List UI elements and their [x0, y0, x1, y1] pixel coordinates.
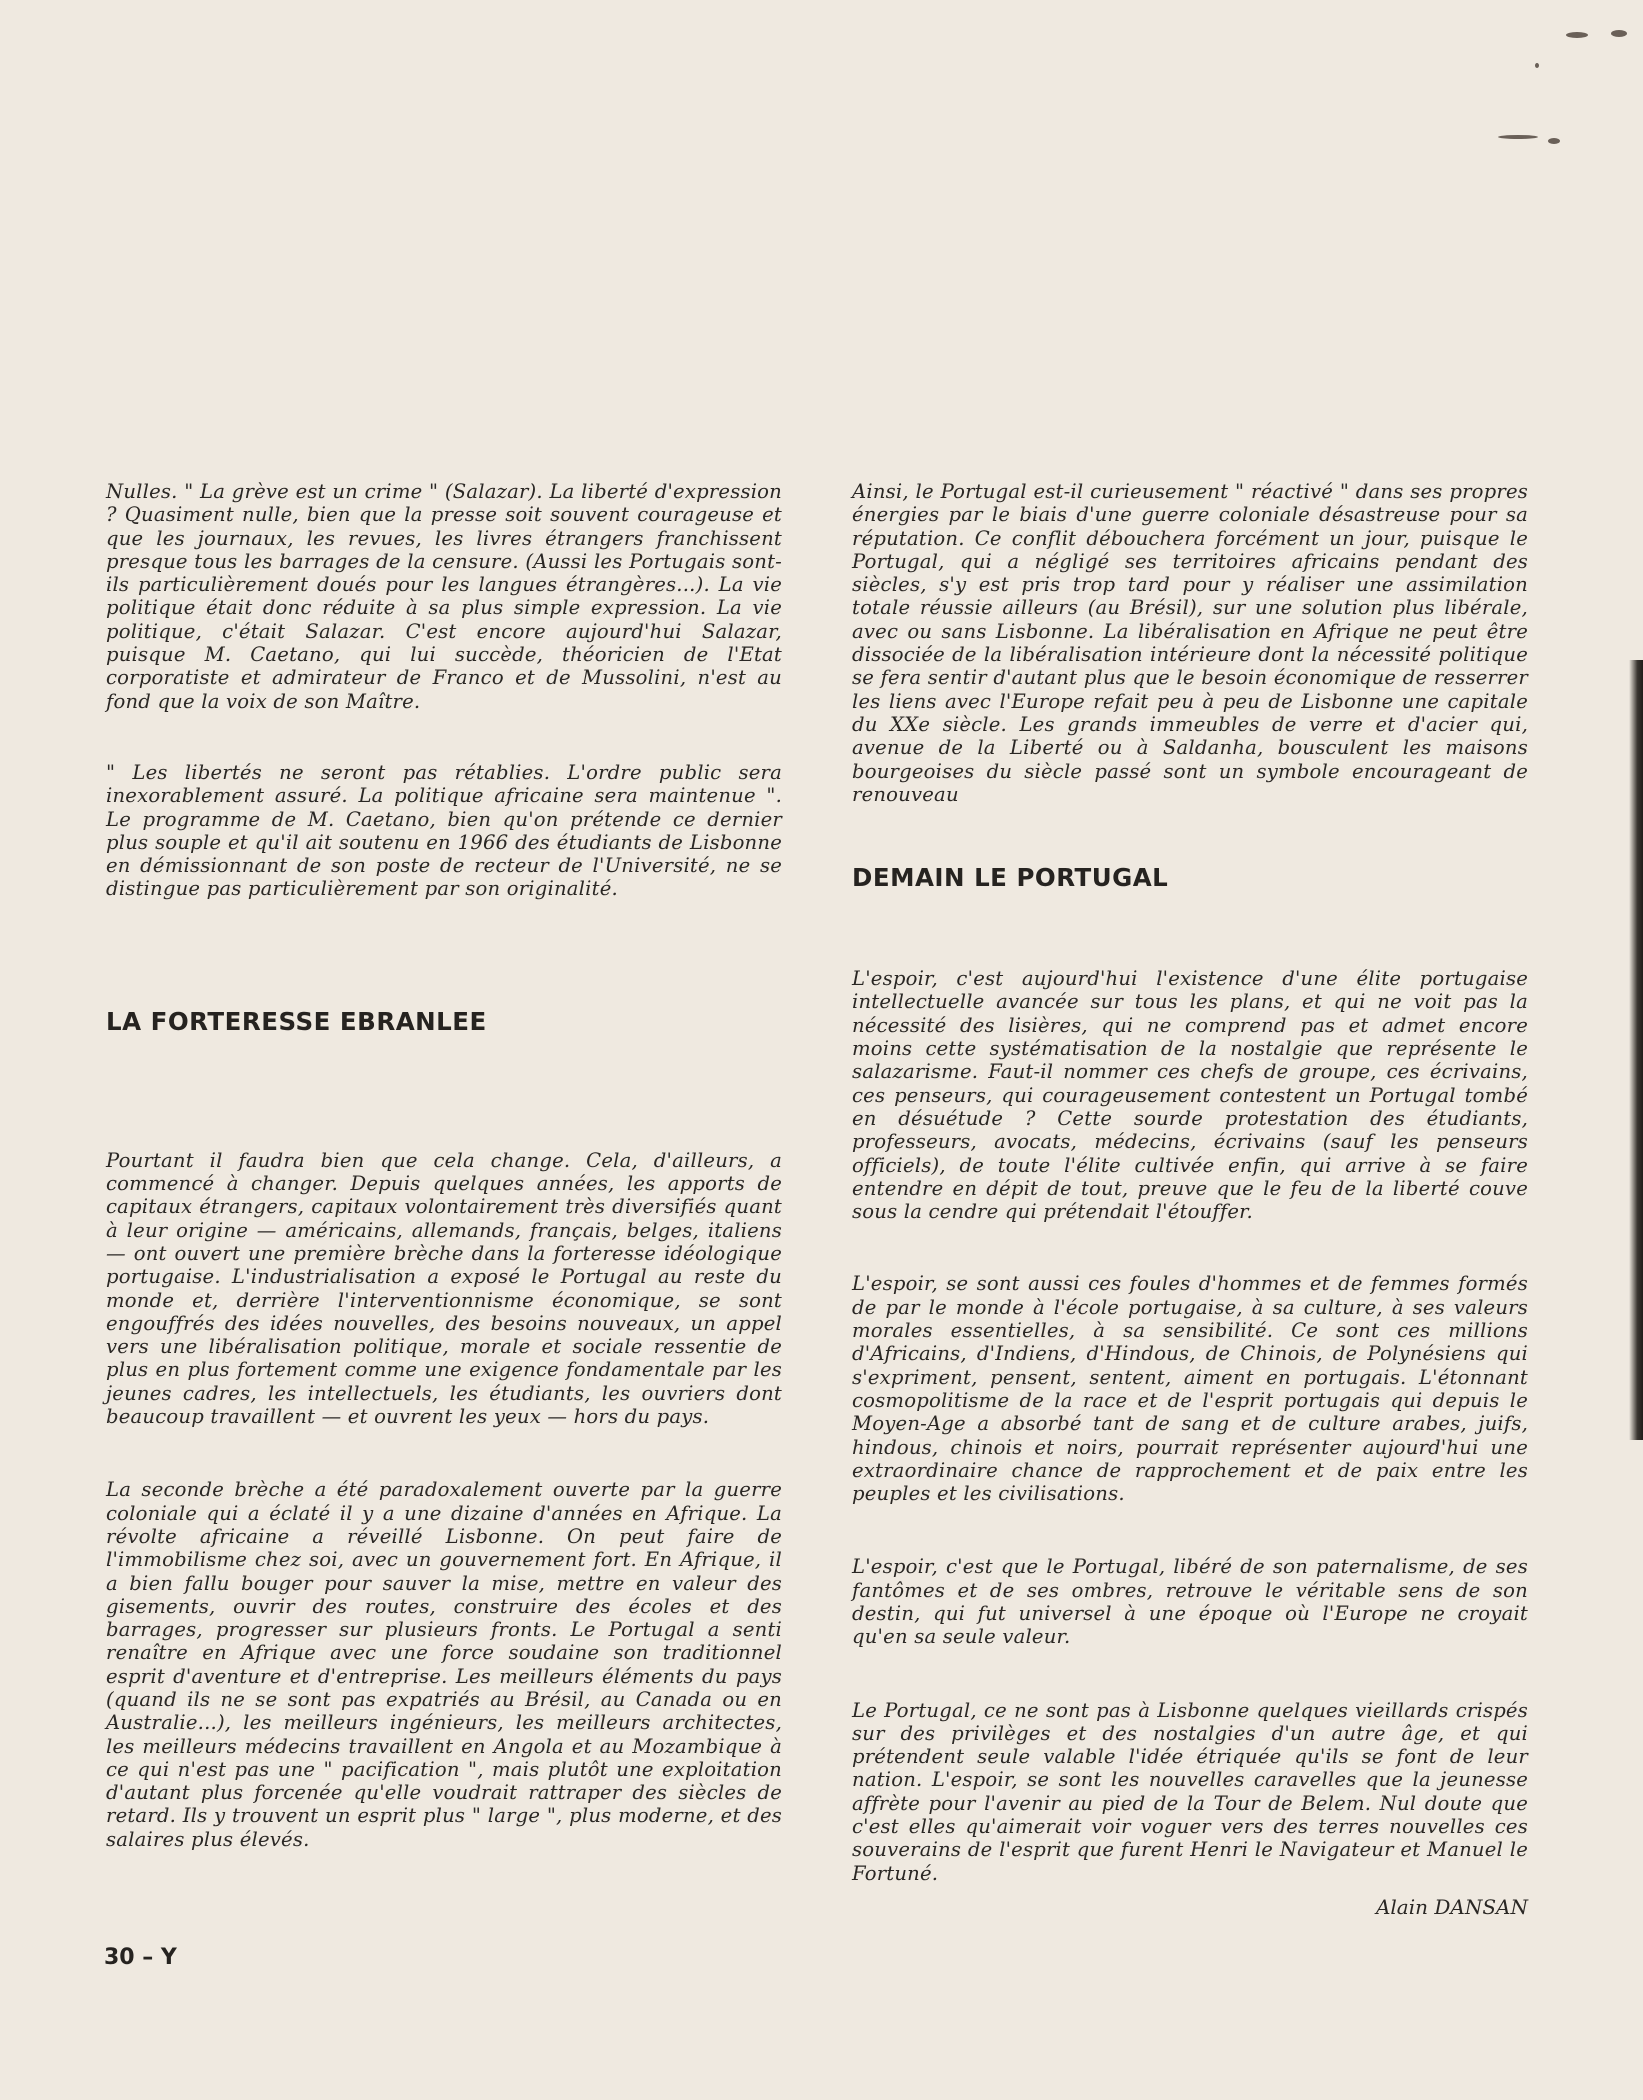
paragraph: L'espoir, c'est que le Portugal, libéré de son paternalisme, de ses fantômes et de ses ombres, retrouve le véritable sens de son destin, qui fut universel à une époque où l'Europe ne croyait qu'en sa seule valeur. [852, 1555, 1528, 1649]
page-edge-stain [1629, 660, 1643, 1440]
paragraph: L'espoir, c'est aujourd'hui l'existence d'une élite portugaise intellectuelle avancée sur tous les plans, et qui ne voit pas la nécessité des lisières, qui ne comprend pas et admet encore moins cette systématisation de la nostalgie que représente le salazarisme. Faut-il nommer ces chefs de groupe, ces écrivains, ces penseurs, qui courageusement contestent un Portugal tombé en désuétude ? Cette sourde protestation des étudiants, professeurs, avocats, médecins, écrivains (sauf les penseurs officiels), de toute l'élite cultivée enfin, qui arrive à se faire entendre en dépit de tout, preuve que le feu de la liberté couve sous la cendre qui prétendait l'étouffer. [852, 967, 1528, 1224]
ink-speck [1611, 30, 1627, 37]
paragraph: Nulles. " La grève est un crime " (Salazar). La liberté d'expression ? Quasiment nulle, bien que la presse soit souvent courageuse et que les journaux, les revues, les livres étrangers franchissent presque tous les barrages de la censure. (Aussi les Portugais sont-ils particulièrement doués pour les langues étrangères...). La vie politique était donc réduite à sa plus simple expression. La vie politique, c'était Salazar. C'est encore aujourd'hui Salazar, puisque M. Caetano, qui lui succède, théoricien de l'Etat corporatiste et admirateur de Franco et de Mussolini, n'est au fond que la voix de son Maître. [106, 480, 782, 713]
paragraph: L'espoir, se sont aussi ces foules d'hommes et de femmes formés de par le monde à l'école portugaise, à sa culture, à ses valeurs morales essentielles, à sa sensibilité. Ce sont ces millions d'Africains, d'Indiens, d'Hindous, de Chinois, de Polynésiens qui s'expriment, pensent, sentent, aiment en portugais. L'étonnant cosmopolitisme de la race et de l'esprit portugais qui depuis le Moyen-Age a absorbé tant de sang et de culture arabes, juifs, hindous, chinois et noirs, pourrait représenter aujourd'hui une extraordinaire chance de rapprochement et de paix entre les peuples et les civilisations. [852, 1272, 1528, 1506]
ink-speck [1548, 138, 1560, 144]
paragraph: Pourtant il faudra bien que cela change. Cela, d'ailleurs, a commencé à changer. Depuis quelques années, les apports de capitaux étrangers, capitaux volontairement très diversifiés quant à leur origine — américains, allemands, français, belges, italiens — ont ouvert une première brèche dans la forteresse idéologique portugaise. L'industrialisation a exposé le Portugal au reste du monde et, derrière l'interventionnisme économique, se sont engouffrés des idées nouvelles, des besoins nouveaux, un appel vers une libéralisation politique, morale et sociale ressentie de plus en plus fortement comme une exigence fondamentale par les jeunes cadres, les intellectuels, les étudiants, les ouvriers dont beaucoup travaillent — et ouvrent les yeux — hors du pays. [106, 1148, 782, 1429]
section-heading: DEMAIN LE PORTUGAL [852, 863, 1169, 893]
paragraph: La seconde brèche a été paradoxalement ouverte par la guerre coloniale qui a éclaté il y a une dizaine d'années en Afrique. La révolte africaine a réveillé Lisbonne. On peut faire de l'immobilisme chez soi, avec un gouvernement fort. En Afrique, il a bien fallu bouger pour sauver la mise, mettre en valeur des gisements, ouvrir des routes, construire des écoles et des barrages, progresser sur plusieurs fronts. Le Portugal a senti renaître en Afrique avec une force soudaine son traditionnel esprit d'aventure et d'entreprise. Les meilleurs éléments du pays (quand ils ne se sont pas expatriés au Brésil, au Canada ou en Australie...), les meilleurs ingénieurs, les meilleurs architectes, les meilleurs médecins travaillent en Angola et au Mozambique à ce qui n'est pas une " pacification ", mais plutôt une exploitation d'autant plus forcenée qu'elle voudrait rattraper des siècles de retard. Ils y trouvent un esprit plus " large ", plus moderne, et des salaires plus élevés. [106, 1478, 782, 1851]
page-number: 30 – Y [104, 1945, 177, 1970]
ink-speck [1498, 135, 1538, 139]
paragraph: " Les libertés ne seront pas rétablies. L'ordre public sera inexorablement assuré. La politique africaine sera maintenue ". Le programme de M. Caetano, bien qu'on prétende ce dernier plus souple et qu'il ait soutenu en 1966 des étudiants de Lisbonne en démissionnant de son poste de recteur de l'Université, ne se distingue pas particulièrement par son originalité. [106, 760, 782, 901]
section-heading: LA FORTERESSE EBRANLEE [106, 1006, 487, 1036]
paragraph: Ainsi, le Portugal est-il curieusement " réactivé " dans ses propres énergies par le biais d'une guerre coloniale désastreuse pour sa réputation. Ce conflit débouchera forcément un jour, puisque le Portugal, qui a négligé ses territoires africains pendant des siècles, s'y est pris trop tard pour y réaliser une assimilation totale réussie ailleurs (au Brésil), sur une solution plus libérale, avec ou sans Lisbonne. La libéralisation en Afrique ne peut être dissociée de la libéralisation intérieure dont la nécessité politique se fera sentir d'autant plus que le besoin économique de resserrer les liens avec l'Europe refait peu à peu de Lisbonne une capitale du XXe siècle. Les grands immeubles de verre et d'acier qui, avenue de la Liberté ou à Saldanha, bousculent les maisons bourgeoises du siècle passé sont un symbole encourageant de renouveau [852, 480, 1528, 806]
ink-speck [1566, 32, 1588, 38]
ink-speck [1535, 63, 1539, 68]
right-column [852, 480, 1528, 1919]
left-column [106, 480, 782, 1851]
author-signature: Alain DANSAN [1375, 1894, 1528, 1919]
paragraph: Le Portugal, ce ne sont pas à Lisbonne quelques vieillards crispés sur des privilèges et des nostalgies d'un autre âge, et qui prétendent seule valable l'idée étriquée qu'ils se font de leur nation. L'espoir, se sont les nouvelles caravelles que la jeunesse affrète pour l'avenir au pied de la Tour de Belem. Nul doute que c'est elles qu'aimerait voir voguer vers des terres nouvelles ces souverains de l'esprit que furent Henri le Navigateur et Manuel le Fortuné. [852, 1698, 1528, 1885]
